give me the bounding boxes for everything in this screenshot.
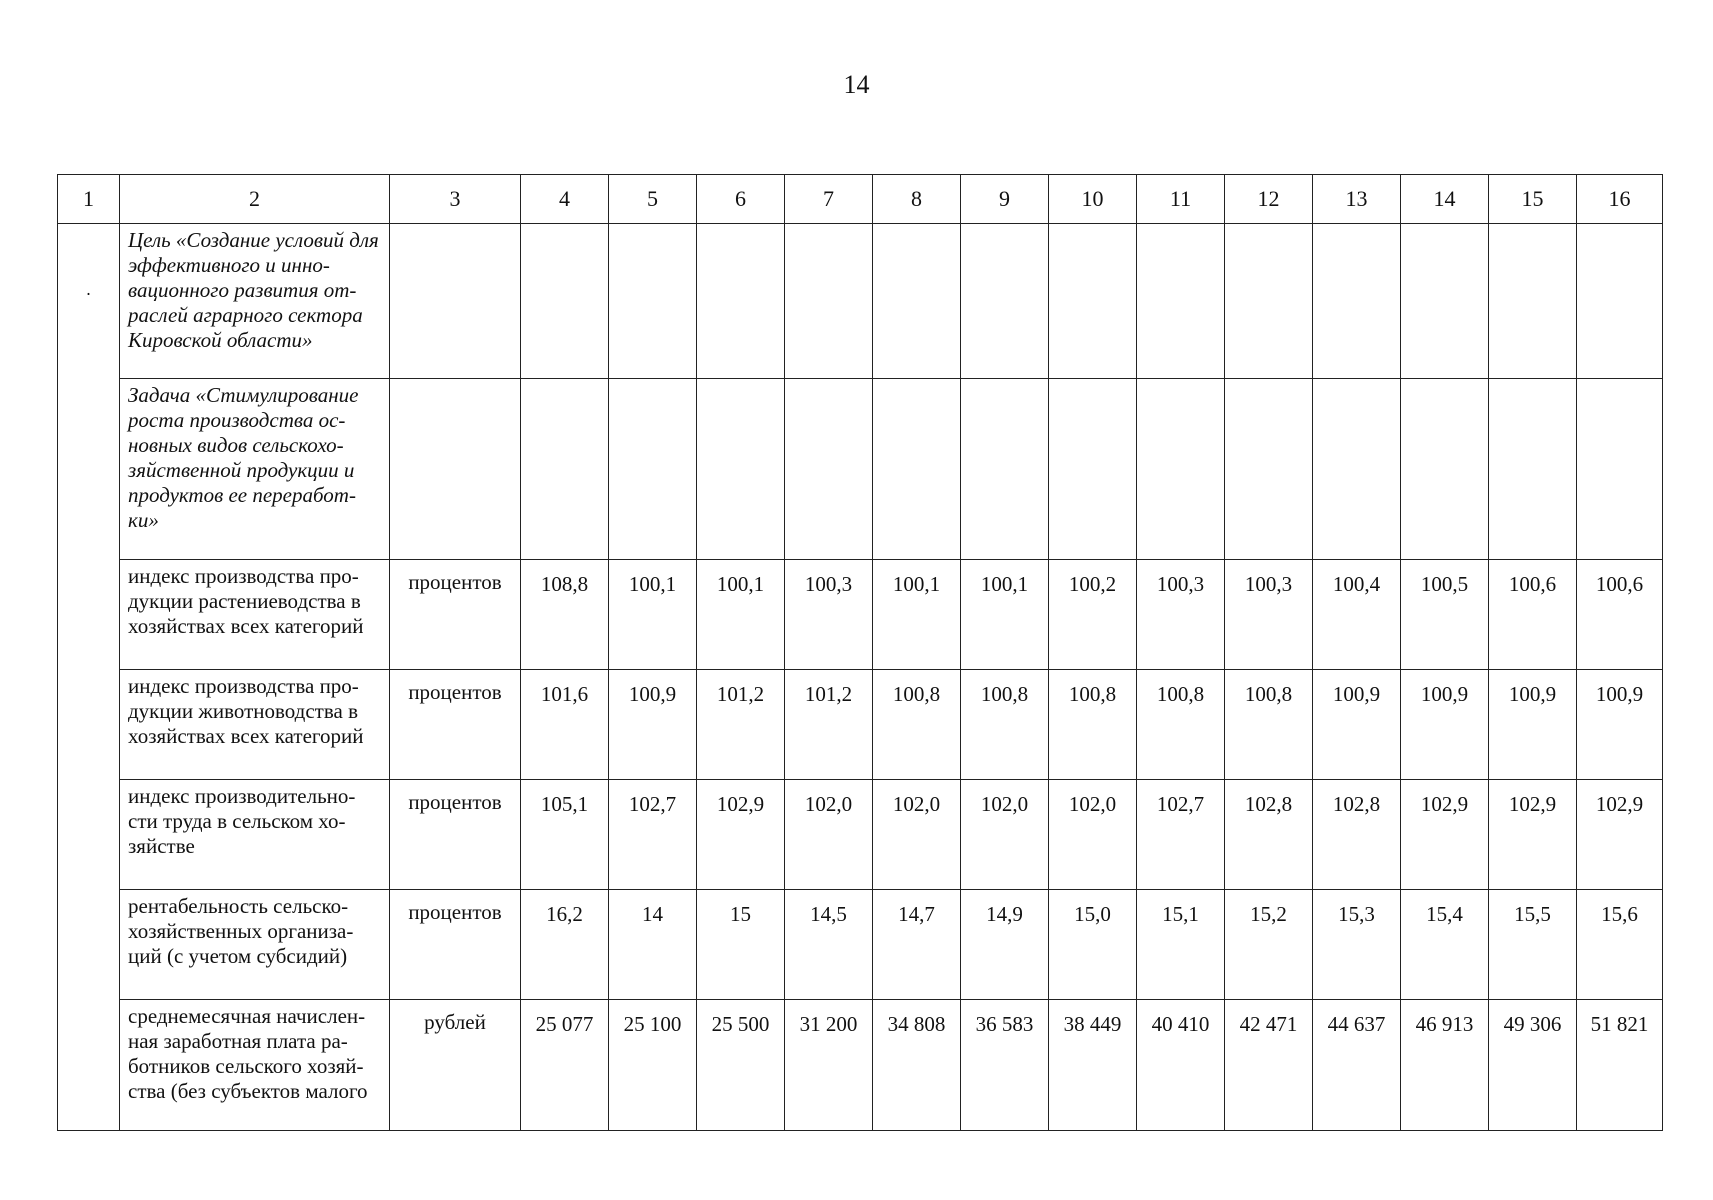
indicator-value: 100,8 xyxy=(1049,670,1137,780)
indicator-value: 25 500 xyxy=(697,1000,785,1131)
indicator-value: 25 100 xyxy=(609,1000,697,1131)
column-number: 1 xyxy=(58,175,120,224)
indicator-value: 15,6 xyxy=(1577,890,1663,1000)
indicator-value: 15,2 xyxy=(1225,890,1313,1000)
goal-text: Цель «Создание условий для эффективного и инно-вационного развития от-раслей аграрного сектора Кировской области» xyxy=(120,224,390,379)
indicator-value: 14,5 xyxy=(785,890,873,1000)
empty-cell xyxy=(390,379,521,560)
column-number: 9 xyxy=(961,175,1049,224)
indicator-value: 100,3 xyxy=(1225,560,1313,670)
indicator-value: 46 913 xyxy=(1401,1000,1489,1131)
task-text: Задача «Стимулирование роста производства ос-новных видов сельскохо-зяйственной продукции и продуктов ее переработ-ки» xyxy=(120,379,390,560)
empty-cell xyxy=(1577,379,1663,560)
indicator-value: 40 410 xyxy=(1137,1000,1225,1131)
column-number: 14 xyxy=(1401,175,1489,224)
empty-cell xyxy=(873,224,961,379)
indicator-value: 100,9 xyxy=(1313,670,1401,780)
column-number: 12 xyxy=(1225,175,1313,224)
indicator-value: 102,8 xyxy=(1225,780,1313,890)
empty-cell xyxy=(521,379,609,560)
indicator-value: 100,4 xyxy=(1313,560,1401,670)
indicator-value: 49 306 xyxy=(1489,1000,1577,1131)
empty-cell xyxy=(697,224,785,379)
indicator-unit: процентов xyxy=(390,670,521,780)
empty-cell xyxy=(961,379,1049,560)
indicator-value: 100,2 xyxy=(1049,560,1137,670)
indicator-row xyxy=(58,670,1663,780)
indicator-value: 14 xyxy=(609,890,697,1000)
empty-cell xyxy=(521,224,609,379)
indicator-value: 100,3 xyxy=(1137,560,1225,670)
indicator-value: 101,2 xyxy=(785,670,873,780)
column-number: 7 xyxy=(785,175,873,224)
empty-cell xyxy=(390,224,521,379)
empty-cell xyxy=(1401,379,1489,560)
indicator-value: 102,9 xyxy=(1577,780,1663,890)
empty-cell xyxy=(1225,224,1313,379)
indicator-row xyxy=(58,1000,1663,1131)
indicator-value: 14,7 xyxy=(873,890,961,1000)
indicator-value: 42 471 xyxy=(1225,1000,1313,1131)
empty-cell xyxy=(1313,379,1401,560)
indicator-value: 100,8 xyxy=(961,670,1049,780)
indicator-value: 102,7 xyxy=(609,780,697,890)
indicator-row xyxy=(58,560,1663,670)
column-number: 4 xyxy=(521,175,609,224)
empty-cell xyxy=(1137,224,1225,379)
indicator-value: 102,8 xyxy=(1313,780,1401,890)
indicator-value: 38 449 xyxy=(1049,1000,1137,1131)
column-number: 3 xyxy=(390,175,521,224)
column-number: 10 xyxy=(1049,175,1137,224)
row-marker: · xyxy=(85,284,92,304)
empty-cell xyxy=(1577,224,1663,379)
indicator-unit: процентов xyxy=(390,890,521,1000)
indicator-unit: рублей xyxy=(390,1000,521,1131)
column-number: 2 xyxy=(120,175,390,224)
indicator-row xyxy=(58,780,1663,890)
indicator-value: 100,3 xyxy=(785,560,873,670)
indicator-value: 100,8 xyxy=(1137,670,1225,780)
column-number: 8 xyxy=(873,175,961,224)
indicator-name: индекс производства про-дукции растениеводства в хозяйствах всех категорий xyxy=(120,560,390,670)
indicator-value: 15,5 xyxy=(1489,890,1577,1000)
indicator-value: 100,9 xyxy=(1489,670,1577,780)
indicator-value: 102,9 xyxy=(697,780,785,890)
indicator-name: индекс производительно-сти труда в сельском хо-зяйстве xyxy=(120,780,390,890)
indicator-row xyxy=(58,890,1663,1000)
indicator-value: 101,2 xyxy=(697,670,785,780)
column-number: 5 xyxy=(609,175,697,224)
empty-cell xyxy=(1489,379,1577,560)
empty-cell xyxy=(609,224,697,379)
indicator-value: 105,1 xyxy=(521,780,609,890)
empty-cell xyxy=(697,379,785,560)
indicator-name: индекс производства про-дукции животноводства в хозяйствах всех категорий xyxy=(120,670,390,780)
indicator-value: 108,8 xyxy=(521,560,609,670)
indicator-value: 100,1 xyxy=(609,560,697,670)
indicator-value: 25 077 xyxy=(521,1000,609,1131)
goal-row xyxy=(58,224,1663,379)
indicator-value: 102,0 xyxy=(961,780,1049,890)
indicator-name: рентабельность сельско-хозяйственных организа-ций (с учетом субсидий) xyxy=(120,890,390,1000)
indicator-unit: процентов xyxy=(390,780,521,890)
indicator-value: 100,1 xyxy=(961,560,1049,670)
indicator-value: 102,9 xyxy=(1489,780,1577,890)
indicator-unit: процентов xyxy=(390,560,521,670)
indicator-value: 100,8 xyxy=(873,670,961,780)
empty-cell xyxy=(873,379,961,560)
column-number: 15 xyxy=(1489,175,1577,224)
row-number-cell xyxy=(58,224,120,1131)
indicator-value: 102,7 xyxy=(1137,780,1225,890)
empty-cell xyxy=(785,224,873,379)
indicator-value: 36 583 xyxy=(961,1000,1049,1131)
indicator-value: 102,0 xyxy=(1049,780,1137,890)
indicator-value: 100,5 xyxy=(1401,560,1489,670)
indicator-value: 101,6 xyxy=(521,670,609,780)
indicator-value: 100,8 xyxy=(1225,670,1313,780)
indicator-value: 15 xyxy=(697,890,785,1000)
empty-cell xyxy=(1049,379,1137,560)
column-number: 11 xyxy=(1137,175,1225,224)
empty-cell xyxy=(1489,224,1577,379)
indicator-value: 100,6 xyxy=(1489,560,1577,670)
task-row xyxy=(58,379,1663,560)
empty-cell xyxy=(785,379,873,560)
empty-cell xyxy=(1137,379,1225,560)
column-number: 13 xyxy=(1313,175,1401,224)
indicator-value: 100,6 xyxy=(1577,560,1663,670)
column-number: 6 xyxy=(697,175,785,224)
indicator-value: 15,4 xyxy=(1401,890,1489,1000)
indicator-value: 100,1 xyxy=(697,560,785,670)
indicator-value: 15,3 xyxy=(1313,890,1401,1000)
empty-cell xyxy=(1049,224,1137,379)
indicator-value: 100,9 xyxy=(1401,670,1489,780)
indicator-value: 100,9 xyxy=(1577,670,1663,780)
indicator-value: 15,0 xyxy=(1049,890,1137,1000)
indicator-value: 102,0 xyxy=(873,780,961,890)
empty-cell xyxy=(1401,224,1489,379)
indicator-value: 34 808 xyxy=(873,1000,961,1131)
indicator-value: 100,9 xyxy=(609,670,697,780)
empty-cell xyxy=(961,224,1049,379)
indicator-value: 100,1 xyxy=(873,560,961,670)
empty-cell xyxy=(609,379,697,560)
indicators-table xyxy=(57,174,1663,1131)
column-number-row xyxy=(58,175,1663,224)
indicator-value: 51 821 xyxy=(1577,1000,1663,1131)
empty-cell xyxy=(1225,379,1313,560)
indicator-value: 31 200 xyxy=(785,1000,873,1131)
indicator-value: 14,9 xyxy=(961,890,1049,1000)
column-number: 16 xyxy=(1577,175,1663,224)
page-number: 14 xyxy=(843,70,870,99)
indicator-value: 102,0 xyxy=(785,780,873,890)
indicator-value: 15,1 xyxy=(1137,890,1225,1000)
indicator-value: 44 637 xyxy=(1313,1000,1401,1131)
empty-cell xyxy=(1313,224,1401,379)
indicator-value: 102,9 xyxy=(1401,780,1489,890)
indicator-value: 16,2 xyxy=(521,890,609,1000)
indicator-name: среднемесячная начислен-ная заработная плата ра-ботников сельского хозяй-ства (без субъектов малого xyxy=(120,1000,390,1131)
